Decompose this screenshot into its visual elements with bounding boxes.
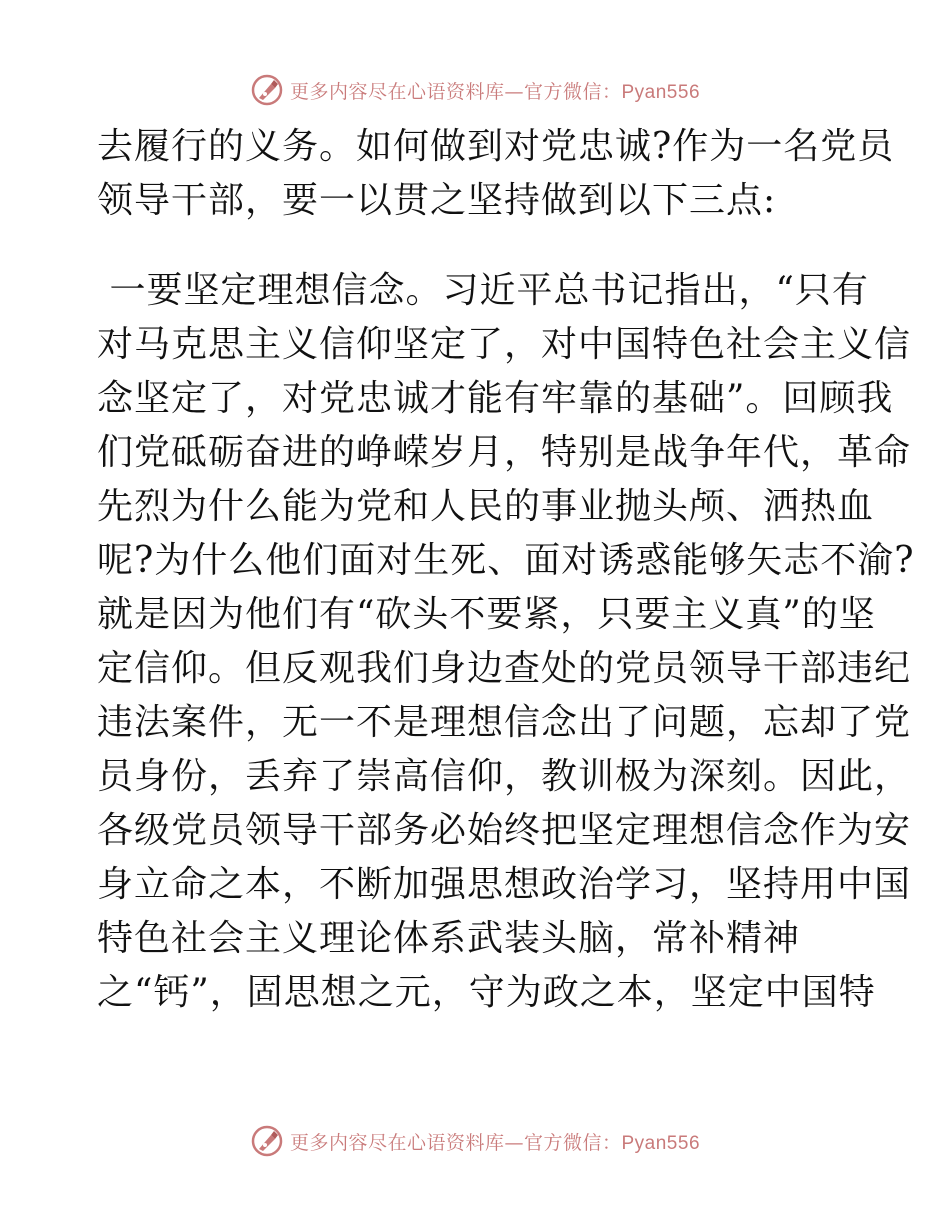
watermark-wechat-label: 官方微信： xyxy=(523,80,622,103)
footer-watermark xyxy=(0,1121,950,1161)
watermark-wechat-id: Pyan556 xyxy=(621,1132,701,1154)
pen-logo-icon xyxy=(250,73,284,107)
paragraph xyxy=(97,264,915,1020)
watermark-wechat-id: Pyan556 xyxy=(621,81,701,103)
text-line: 对马克思主义信仰坚定了，对中国特色社会主义信 xyxy=(97,324,912,365)
watermark-separator: — xyxy=(504,1131,524,1154)
text-line: 员身份，丢弃了崇高信仰，教训极为深刻。因此， xyxy=(97,756,912,797)
text-line: 先烈为什么能为党和人民的事业抛头颅、洒热血 xyxy=(97,486,875,527)
text-line: 就是因为他们有“砍头不要紧，只要主义真”的坚 xyxy=(97,594,876,635)
text-line: 去履行的义务。如何做到对党忠诚?作为一名党员 xyxy=(97,126,895,167)
text-line: 定信仰。但反观我们身边查处的党员领导干部违纪 xyxy=(97,648,912,689)
text-line: 特色社会主义理论体系武装头脑，常补精神 xyxy=(97,918,801,959)
paragraph xyxy=(97,120,895,228)
watermark-text xyxy=(290,77,700,104)
text-line: 领导干部，要一以贯之坚持做到以下三点: xyxy=(97,180,777,221)
watermark-brand: 更多内容尽在心语资料库 xyxy=(289,80,505,103)
watermark-separator: — xyxy=(504,80,524,103)
document-body xyxy=(97,120,915,1020)
header-watermark xyxy=(0,70,950,110)
text-line: 念坚定了，对党忠诚才能有牢靠的基础”。回顾我 xyxy=(97,378,894,419)
text-line: 们党砥砺奋进的峥嵘岁月，特别是战争年代，革命 xyxy=(97,432,912,473)
watermark-text xyxy=(290,1128,700,1155)
watermark-wechat-label: 官方微信： xyxy=(523,1131,622,1154)
watermark-brand: 更多内容尽在心语资料库 xyxy=(289,1131,505,1154)
text-line: 一要坚定理想信念。习近平总书记指出，“只有 xyxy=(97,270,869,311)
pen-logo-icon xyxy=(250,1124,284,1158)
text-line: 呢?为什么他们面对生死、面对诱惑能够矢志不渝? xyxy=(97,540,915,581)
text-line: 违法案件，无一不是理想信念出了问题，忘却了党 xyxy=(97,702,912,743)
text-line: 之“钙”，固思想之元，守为政之本，坚定中国特 xyxy=(97,972,876,1013)
text-line: 身立命之本，不断加强思想政治学习，坚持用中国 xyxy=(97,864,912,905)
text-line: 各级党员领导干部务必始终把坚定理想信念作为安 xyxy=(97,810,912,851)
